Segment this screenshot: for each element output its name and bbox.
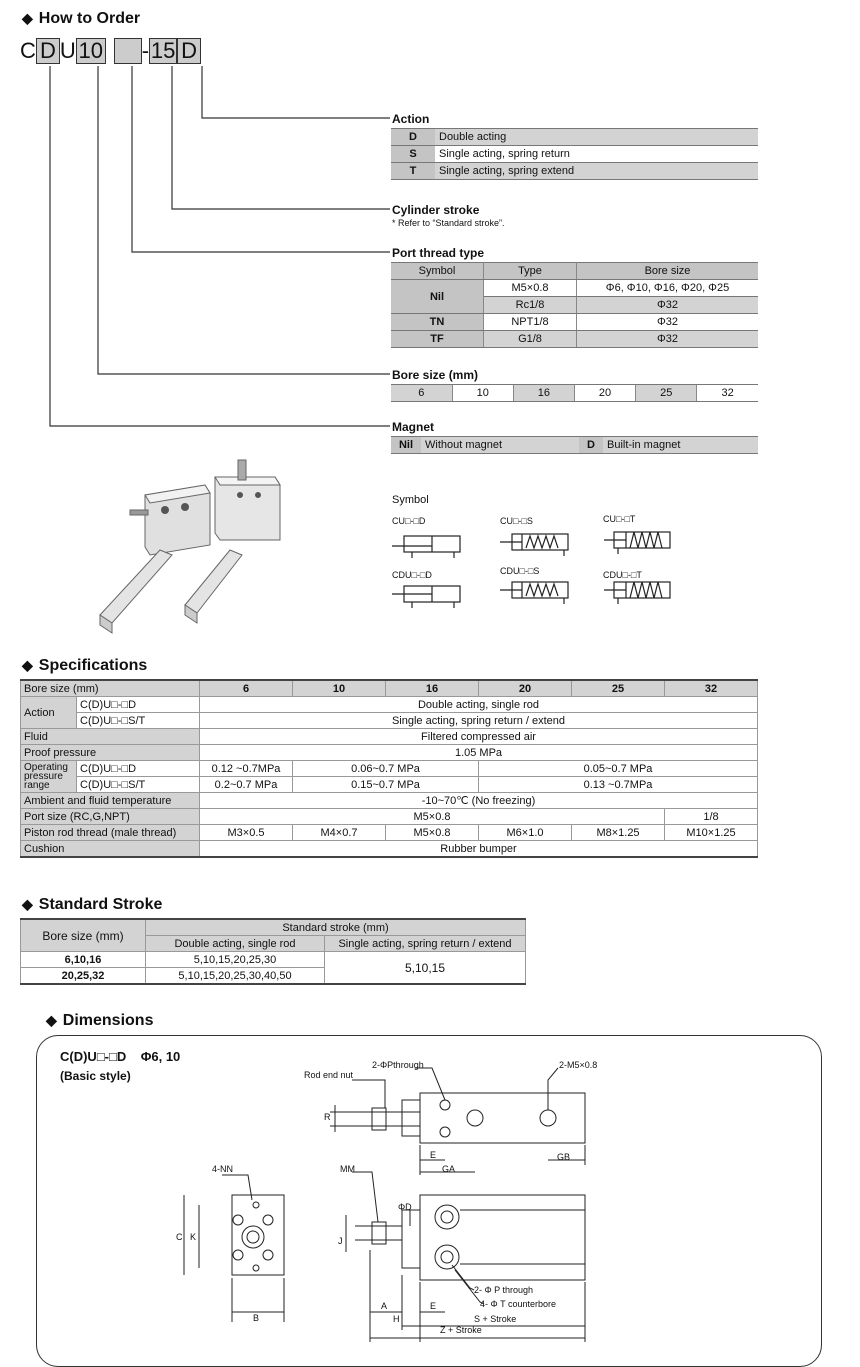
- dim-label: 2-ΦPthrough: [372, 1060, 424, 1070]
- spec-model: C(D)U□-□D: [77, 697, 200, 713]
- dim-label: GA: [442, 1164, 456, 1174]
- spec-value: 0.15~0.7 MPa: [293, 777, 479, 793]
- symbol-label: CU□-□T: [603, 514, 636, 524]
- dimensions-style: (Basic style): [60, 1069, 131, 1083]
- action-desc: Single acting, spring extend: [435, 163, 758, 180]
- table-row: [21, 680, 758, 697]
- port-type: Rc1/8: [484, 297, 577, 314]
- code-dash: -: [141, 38, 150, 63]
- dim-label: GB: [557, 1152, 571, 1162]
- dim-label: H: [393, 1314, 400, 1324]
- spec-label: Cushion: [21, 841, 200, 858]
- dim-label: E: [430, 1150, 437, 1160]
- table-row: [391, 331, 758, 348]
- port-bore: Φ32: [577, 331, 759, 348]
- symbol-label: CDU□-□T: [603, 570, 642, 580]
- port-thread-table: [391, 262, 758, 348]
- spec-value: 0.2~0.7 MPa: [200, 777, 293, 793]
- how-to-order-title: How to Order: [38, 10, 141, 27]
- table-row: [21, 713, 758, 729]
- spec-value: M5×0.8: [386, 825, 479, 841]
- bore-value: 32: [697, 385, 758, 402]
- table-row: [21, 919, 526, 936]
- dim-label: K: [190, 1232, 197, 1242]
- table-row: [21, 729, 758, 745]
- code-u: U: [59, 38, 76, 63]
- stroke-double: 5,10,15,20,25,30: [146, 952, 325, 968]
- spec-value: M6×1.0: [479, 825, 572, 841]
- cylinder-symbols: [392, 528, 702, 608]
- spec-label: Fluid: [21, 729, 200, 745]
- spec-value: -10~70℃ (No freezing): [200, 793, 758, 809]
- table-row: [391, 314, 758, 331]
- specifications-table: [20, 679, 758, 858]
- port-bore: Φ6, Φ10, Φ16, Φ20, Φ25: [577, 280, 759, 297]
- stroke-bore-label: Bore size (mm): [21, 919, 146, 952]
- table-row: [21, 777, 758, 793]
- spec-value: M10×1.25: [665, 825, 758, 841]
- magnet-table: [391, 436, 758, 454]
- port-bore: Φ32: [577, 314, 759, 331]
- bore-size-table: [391, 384, 758, 402]
- spec-value: Single acting, spring return / extend: [200, 713, 758, 729]
- spec-value: Double acting, single rod: [200, 697, 758, 713]
- dim-label: MM: [340, 1164, 355, 1174]
- dim-label: Z + Stroke: [440, 1325, 482, 1335]
- port-type: G1/8: [484, 331, 577, 348]
- port-symbol: TN: [391, 314, 484, 331]
- spec-label: Operating pressure range: [21, 761, 77, 793]
- table-row: [21, 952, 526, 968]
- stroke-double: 5,10,15,20,25,30,40,50: [146, 968, 325, 985]
- diamond-icon: ◆: [46, 1012, 57, 1028]
- dim-label: J: [338, 1236, 343, 1246]
- spec-value: M8×1.25: [572, 825, 665, 841]
- cylinder-stroke-note: * Refer to “Standard stroke”.: [392, 218, 505, 228]
- dim-label: A: [381, 1301, 388, 1311]
- bore-value: 10: [452, 385, 513, 402]
- table-row: [21, 793, 758, 809]
- spec-label: Port size (RC,G,NPT): [21, 809, 200, 825]
- dimensions-heading: [46, 1012, 153, 1030]
- stroke-group-label: Standard stroke (mm): [146, 919, 526, 936]
- standard-stroke-title: Standard Stroke: [38, 896, 163, 913]
- spec-value: M5×0.8: [200, 809, 665, 825]
- table-row: [391, 129, 758, 146]
- spec-value: 0.12 ~0.7MPa: [200, 761, 293, 777]
- spec-label: Action: [21, 697, 77, 729]
- port-bore: Φ32: [577, 297, 759, 314]
- stroke-bore: 20,25,32: [21, 968, 146, 985]
- table-row: [391, 263, 758, 280]
- spec-value: 0.05~0.7 MPa: [479, 761, 758, 777]
- cylinder-stroke-title: Cylinder stroke: [392, 203, 480, 217]
- symbol-title: Symbol: [392, 494, 429, 506]
- code-d-box: D: [36, 38, 60, 64]
- code-stroke-box: 15: [150, 38, 176, 63]
- dim-label: E: [430, 1301, 437, 1311]
- spec-bore: 25: [572, 680, 665, 697]
- port-symbol: TF: [391, 331, 484, 348]
- header-symbol: Symbol: [391, 263, 484, 280]
- spec-label: Ambient and fluid temperature: [21, 793, 200, 809]
- port-symbol: Nil: [391, 280, 484, 314]
- spec-model: C(D)U□-□S/T: [77, 713, 200, 729]
- action-table: [391, 128, 758, 180]
- spec-bore: 6: [200, 680, 293, 697]
- stroke-single: 5,10,15: [325, 952, 526, 985]
- spec-bore: 10: [293, 680, 386, 697]
- dim-label: 4-NN: [212, 1164, 234, 1174]
- table-row: [21, 761, 758, 777]
- spec-value: 1.05 MPa: [200, 745, 758, 761]
- spec-label: Piston rod thread (male thread): [21, 825, 200, 841]
- table-row: [391, 163, 758, 180]
- dim-label: 2- Φ P through: [474, 1285, 534, 1295]
- code-action-box: D: [177, 38, 201, 64]
- spec-value: M4×0.7: [293, 825, 386, 841]
- table-row: [391, 385, 758, 402]
- action-code: S: [391, 146, 435, 163]
- bore-value: 16: [513, 385, 574, 402]
- specifications-title: Specifications: [38, 657, 148, 674]
- action-desc: Double acting: [435, 129, 758, 146]
- spec-model: C(D)U□-□D: [77, 761, 200, 777]
- table-row: [21, 841, 758, 858]
- dim-label: ΦD: [398, 1202, 412, 1212]
- spec-bore: 32: [665, 680, 758, 697]
- action-code: T: [391, 163, 435, 180]
- table-row: [391, 146, 758, 163]
- spec-bore: 20: [479, 680, 572, 697]
- table-row: [21, 697, 758, 713]
- header-bore: Bore size: [577, 263, 759, 280]
- port-thread-title: Port thread type: [392, 246, 485, 260]
- table-row: [21, 825, 758, 841]
- standard-stroke-table: [20, 918, 526, 985]
- dimensions-title: Dimensions: [62, 1012, 154, 1029]
- dim-label: S + Stroke: [474, 1314, 517, 1324]
- magnet-nil-code: Nil: [391, 437, 421, 454]
- dim-label: 4- Φ T counterbore: [480, 1299, 557, 1309]
- standard-stroke-heading: [22, 896, 162, 914]
- dimensions-model: C(D)U□-□D Φ6, 10: [60, 1049, 181, 1064]
- diamond-icon: ◆: [22, 896, 33, 912]
- bore-size-title: Bore size (mm): [392, 368, 479, 382]
- dim-label: 2-M5×0.8: [559, 1060, 598, 1070]
- diamond-icon: ◆: [22, 657, 33, 673]
- magnet-d-desc: Built-in magnet: [603, 437, 758, 454]
- magnet-title: Magnet: [392, 420, 434, 434]
- spec-value: 0.13 ~0.7MPa: [479, 777, 758, 793]
- dim-label: C: [176, 1232, 183, 1242]
- symbol-label: CU□-□S: [500, 516, 533, 526]
- bore-value: 6: [391, 385, 452, 402]
- table-row: [21, 745, 758, 761]
- spec-value: Filtered compressed air: [200, 729, 758, 745]
- bore-value: 25: [636, 385, 697, 402]
- action-title: Action: [392, 112, 430, 126]
- dim-label: B: [253, 1313, 260, 1323]
- stroke-col-double: Double acting, single rod: [146, 936, 325, 952]
- dim-label: R: [324, 1112, 331, 1122]
- spec-value: Rubber bumper: [200, 841, 758, 858]
- spec-label: Bore size (mm): [21, 680, 200, 697]
- symbol-label: CDU□-□S: [500, 566, 540, 576]
- spec-value: 1/8: [665, 809, 758, 825]
- spec-model: C(D)U□-□S/T: [77, 777, 200, 793]
- spec-value: M3×0.5: [200, 825, 293, 841]
- magnet-d-code: D: [579, 437, 603, 454]
- action-code: D: [391, 129, 435, 146]
- code-bore-box: 10: [76, 38, 106, 64]
- table-row: [391, 280, 758, 297]
- port-type: NPT1/8: [484, 314, 577, 331]
- table-row: [391, 437, 758, 454]
- stroke-bore: 6,10,16: [21, 952, 146, 968]
- port-type: M5×0.8: [484, 280, 577, 297]
- spec-value: 0.06~0.7 MPa: [293, 761, 479, 777]
- symbol-label: CDU□-□D: [392, 570, 432, 580]
- header-type: Type: [484, 263, 577, 280]
- dimension-drawings: [0, 1050, 860, 1349]
- action-desc: Single acting, spring return: [435, 146, 758, 163]
- symbol-label: CU□-□D: [392, 516, 426, 526]
- table-row: [21, 809, 758, 825]
- spec-label: Proof pressure: [21, 745, 200, 761]
- code-c: C: [20, 38, 36, 63]
- specifications-heading: [22, 657, 147, 675]
- spec-bore: 16: [386, 680, 479, 697]
- diamond-icon: ◆: [22, 10, 33, 26]
- dim-label: Rod end nut: [304, 1070, 354, 1080]
- stroke-col-single: Single acting, spring return / extend: [325, 936, 526, 952]
- bore-value: 20: [574, 385, 635, 402]
- magnet-nil-desc: Without magnet: [421, 437, 579, 454]
- product-photo: [90, 455, 290, 640]
